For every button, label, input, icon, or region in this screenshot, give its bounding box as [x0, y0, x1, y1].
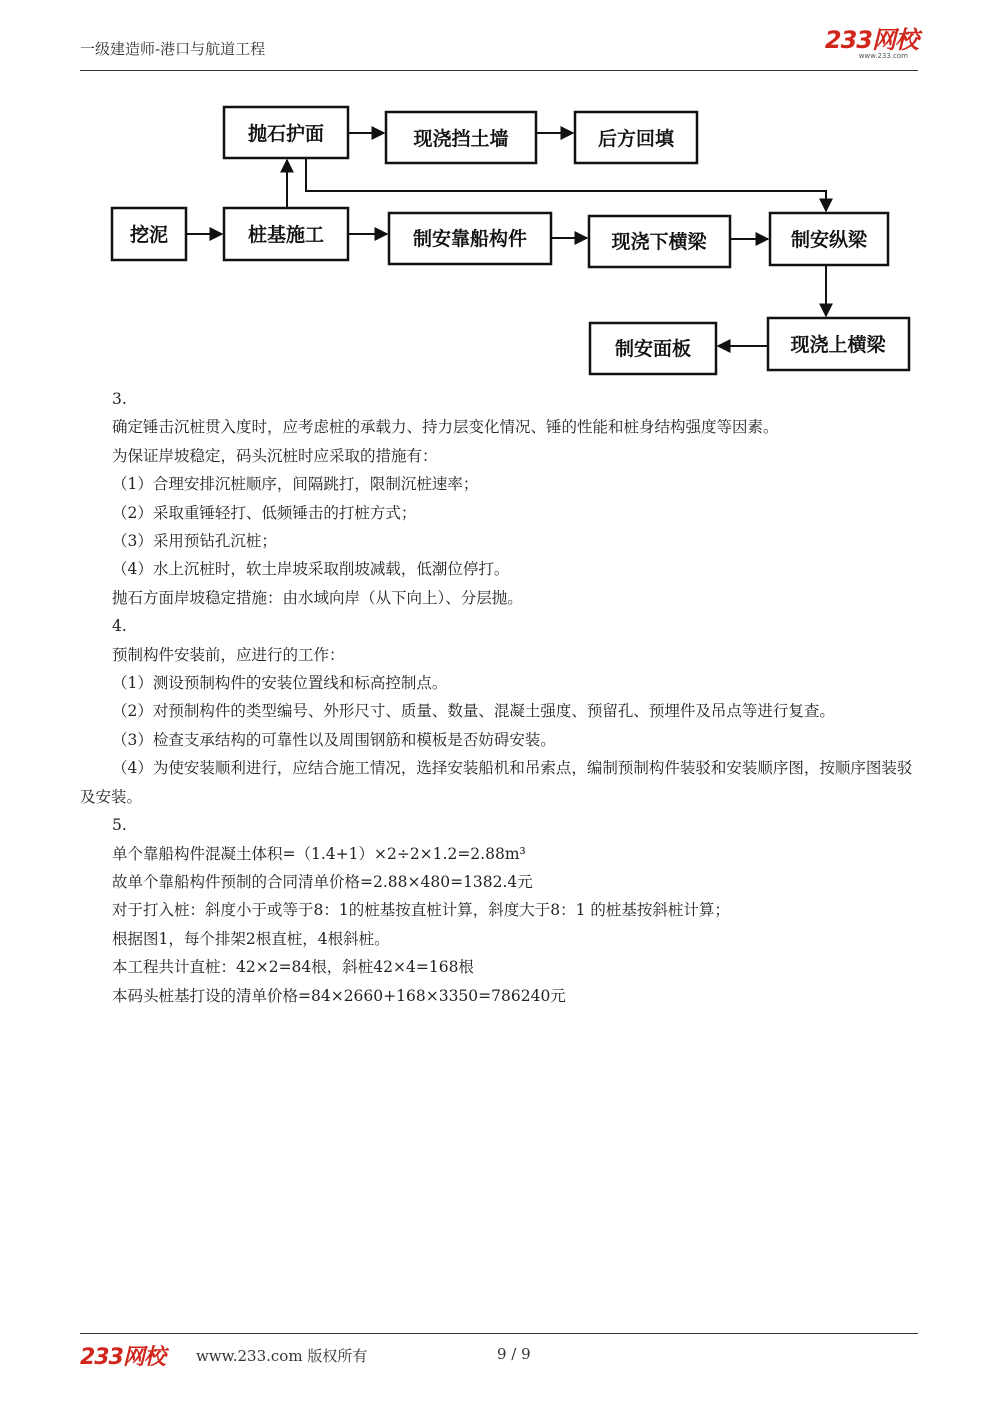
construction-flowchart — [0, 0, 1000, 400]
label-lower-beam: 现浇下横梁 — [611, 231, 707, 253]
logo-url: www.233.com — [858, 52, 908, 60]
footer-copyright: www.233.com 版权所有 — [196, 1347, 368, 1365]
text-line: 根据图1，每个排架2根直桩，4根斜桩。 — [112, 929, 390, 948]
label-deck: 制安面板 — [614, 338, 692, 360]
arrow-riprap-longbeam — [306, 158, 826, 211]
section-number: 3. — [112, 390, 127, 408]
label-upper-beam: 现浇上横梁 — [790, 334, 886, 356]
list-item: （4）水上沉桩时，软土岸坡采取削坡减载，低潮位停打。 — [112, 560, 510, 579]
list-item: （3）检查支承结构的可靠性以及周围钢筋和模板是否妨碍安装。 — [112, 730, 556, 749]
section-number: 5. — [112, 816, 127, 835]
text-line: 本工程共计直桩：42×2=84根，斜桩42×4=168根 — [112, 958, 474, 977]
text-line: 确定锤击沉桩贯入度时，应考虑桩的承载力、持力层变化情况、锤的性能和桩身结构强度等因素。 — [112, 418, 779, 437]
text-line: 本码头桩基打设的清单价格=84×2660+168×3350=786240元 — [112, 986, 566, 1005]
list-item: （3）采用预钻孔沉桩； — [112, 532, 277, 551]
page-number: 9 / 9 — [497, 1345, 531, 1363]
section-number: 4. — [112, 617, 127, 636]
list-item: （2）对预制构件的类型编号、外形尺寸、质量、数量、混凝土强度、预留孔、预埋件及吊点等进行复查。 — [112, 702, 835, 721]
text-line: 为保证岸坡稳定，码头沉桩时应采取的措施有： — [112, 446, 438, 465]
text-line: 预制构件安装前，应进行的工作： — [112, 645, 345, 664]
label-pile: 桩基施工 — [247, 224, 325, 246]
page-header-title: 一级建造师-港口与航道工程 — [80, 40, 266, 58]
list-item: （1）合理安排沉桩顺序，间隔跳打，限制沉桩速率； — [112, 475, 479, 494]
label-retaining: 现浇挡土墙 — [413, 128, 509, 150]
footer-divider — [80, 1333, 918, 1334]
label-dredge: 挖泥 — [129, 224, 169, 246]
text-line: 对于打入桩：斜度小于或等于8：1的桩基按直桩计算，斜度大于8：1 的桩基按斜桩计算； — [112, 901, 730, 920]
answer-text — [80, 385, 925, 1010]
text-line: 单个靠船构件混凝土体积=（1.4+1）×2÷2×1.2=2.88m³ — [112, 844, 526, 863]
label-riprap: 抛石护面 — [247, 123, 325, 145]
label-fender: 制安靠船构件 — [412, 228, 528, 250]
list-item: （2）采取重锤轻打、低频锤击的打桩方式； — [112, 503, 417, 522]
footer-logo: 233网校 — [80, 1345, 165, 1370]
text-line: 抛石方面岸坡稳定措施：由水域向岸（从下向上）、分层抛。 — [112, 588, 523, 607]
label-long-beam: 制安纵梁 — [790, 229, 868, 251]
list-item: （4）为使安装顺利进行，应结合施工情况，选择安装船机和吊索点，编制预制构件装驳和安装顺序图，按顺序图装驳及安装。 — [80, 759, 913, 806]
list-item: （1）测设预制构件的安装位置线和标高控制点。 — [112, 674, 448, 693]
logo-text: 233网校 — [824, 26, 918, 54]
label-backfill: 后方回填 — [597, 128, 675, 150]
text-line: 故单个靠船构件预制的合同清单价格=2.88×480=1382.4元 — [112, 872, 533, 891]
